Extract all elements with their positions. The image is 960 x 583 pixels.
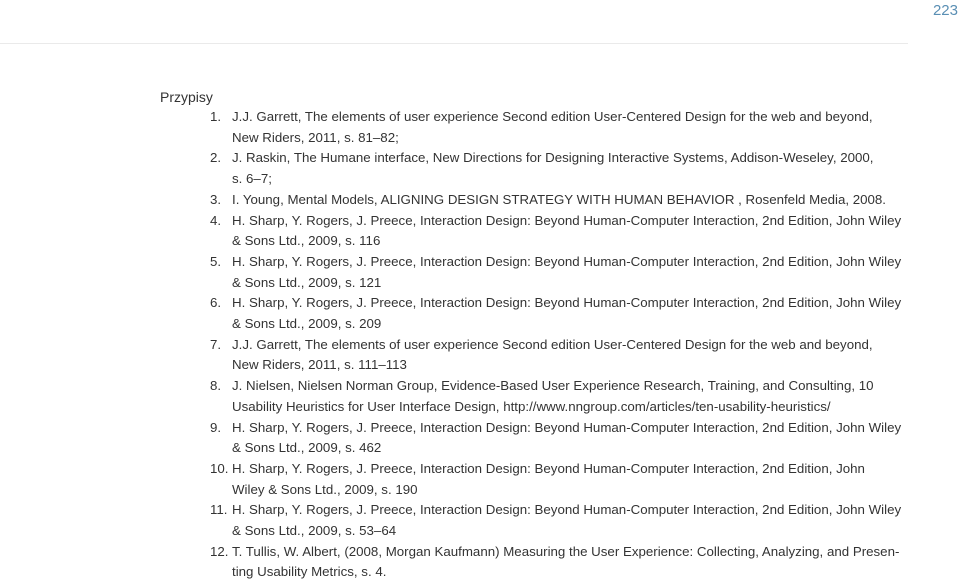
- footnote-text-line: J.J. Garrett, The elements of user experience Second edition User-Centered Design for the web and beyond,: [232, 109, 873, 124]
- footnote-text-line: H. Sharp, Y. Rogers, J. Preece, Interaction Design: Beyond Human-Computer Interaction, 2nd Edition, John Wiley: [232, 419, 902, 435]
- footnote-number: 3.: [210, 191, 222, 207]
- footnote-number: 6.: [210, 295, 222, 311]
- footnote-number: 11.: [210, 502, 228, 518]
- footnote-item: [210, 190, 910, 211]
- footnote-text-line: Wiley & Sons Ltd., 2009, s. 190: [232, 481, 418, 497]
- footnote-item: [210, 293, 910, 334]
- footnote-number: 12.: [210, 543, 229, 559]
- footnote-item: [210, 500, 910, 541]
- footnote-text-line: New Riders, 2011, s. 81–82;: [232, 129, 399, 145]
- footnote-number: 8.: [210, 378, 222, 394]
- footnote-item: [210, 418, 910, 459]
- footnote-number: 5.: [210, 253, 222, 269]
- page-number: 223: [932, 2, 958, 19]
- footnote-text-line: I. Young, Mental Models, ALIGNING DESIGN STRATEGY WITH HUMAN BEHAVIOR , Rosenfeld Media, 2008.: [232, 191, 887, 207]
- footnote-text-line: Usability Heuristics for User Interface Design, http://www.nngroup.com/articles/ten-usability-heuristics/: [232, 398, 831, 414]
- footnote-text-line: J. Raskin, The Humane interface, New Directions for Designing Interactive Systems, Addison-Weseley, 2000,: [232, 150, 874, 166]
- footnote-number: 4.: [210, 212, 222, 228]
- footnote-text-line: T. Tullis, W. Albert, (2008, Morgan Kaufmann) Measuring the User Experience: Collecting, Analyzing, and Presen-: [232, 543, 900, 559]
- footnote-number: 9.: [210, 419, 222, 435]
- footnote-text-line: H. Sharp, Y. Rogers, J. Preece, Interaction Design: Beyond Human-Computer Interaction, 2nd Edition, John Wiley: [232, 295, 902, 311]
- footnote-text-line: & Sons Ltd., 2009, s. 53–64: [232, 523, 397, 539]
- footnote-item: [210, 376, 910, 417]
- footnote-text-line: New Riders, 2011, s. 111–113: [232, 357, 407, 373]
- footnote-item: [210, 211, 910, 252]
- footnote-text-line: & Sons Ltd., 2009, s. 116: [232, 233, 381, 249]
- footnote-number: 1.: [210, 109, 222, 124]
- section-title: Przypisy: [160, 89, 213, 105]
- footnote-text-line: H. Sharp, Y. Rogers, J. Preece, Interaction Design: Beyond Human-Computer Interaction, 2nd Edition, John Wiley: [232, 212, 902, 228]
- footnote-text-line: H. Sharp, Y. Rogers, J. Preece, Interaction Design: Beyond Human-Computer Interaction, 2nd Edition, John: [232, 460, 865, 476]
- footnote-number: 2.: [210, 150, 222, 166]
- footnote-text-line: & Sons Ltd., 2009, s. 462: [232, 440, 382, 456]
- footnotes-list: [210, 107, 910, 583]
- footnote-text-line: s. 6–7;: [232, 171, 272, 187]
- header-divider: [0, 43, 908, 44]
- footnote-item: [210, 459, 910, 500]
- footnote-item: [210, 252, 910, 293]
- footnote-number: 10.: [210, 460, 229, 476]
- footnote-text-line: & Sons Ltd., 2009, s. 121: [232, 274, 382, 290]
- footnote-text-line: H. Sharp, Y. Rogers, J. Preece, Interaction Design: Beyond Human-Computer Interaction, 2nd Edition, John Wiley: [232, 502, 902, 518]
- footnote-text-line: ting Usability Metrics, s. 4.: [232, 564, 387, 580]
- footnote-text-line: H. Sharp, Y. Rogers, J. Preece, Interaction Design: Beyond Human-Computer Interaction, 2nd Edition, John Wiley: [232, 253, 902, 269]
- footnote-item: [210, 107, 910, 148]
- footnote-text-line: & Sons Ltd., 2009, s. 209: [232, 316, 382, 332]
- footnote-item: [210, 148, 910, 189]
- footnote-number: 7.: [210, 336, 222, 352]
- footnote-text-line: J.J. Garrett, The elements of user experience Second edition User-Centered Design for the web and beyond,: [232, 336, 873, 352]
- footnote-item: [210, 335, 910, 376]
- footnote-item: [210, 542, 910, 583]
- footnote-text-line: J. Nielsen, Nielsen Norman Group, Evidence-Based User Experience Research, Training, and Consulting, 10: [232, 378, 874, 394]
